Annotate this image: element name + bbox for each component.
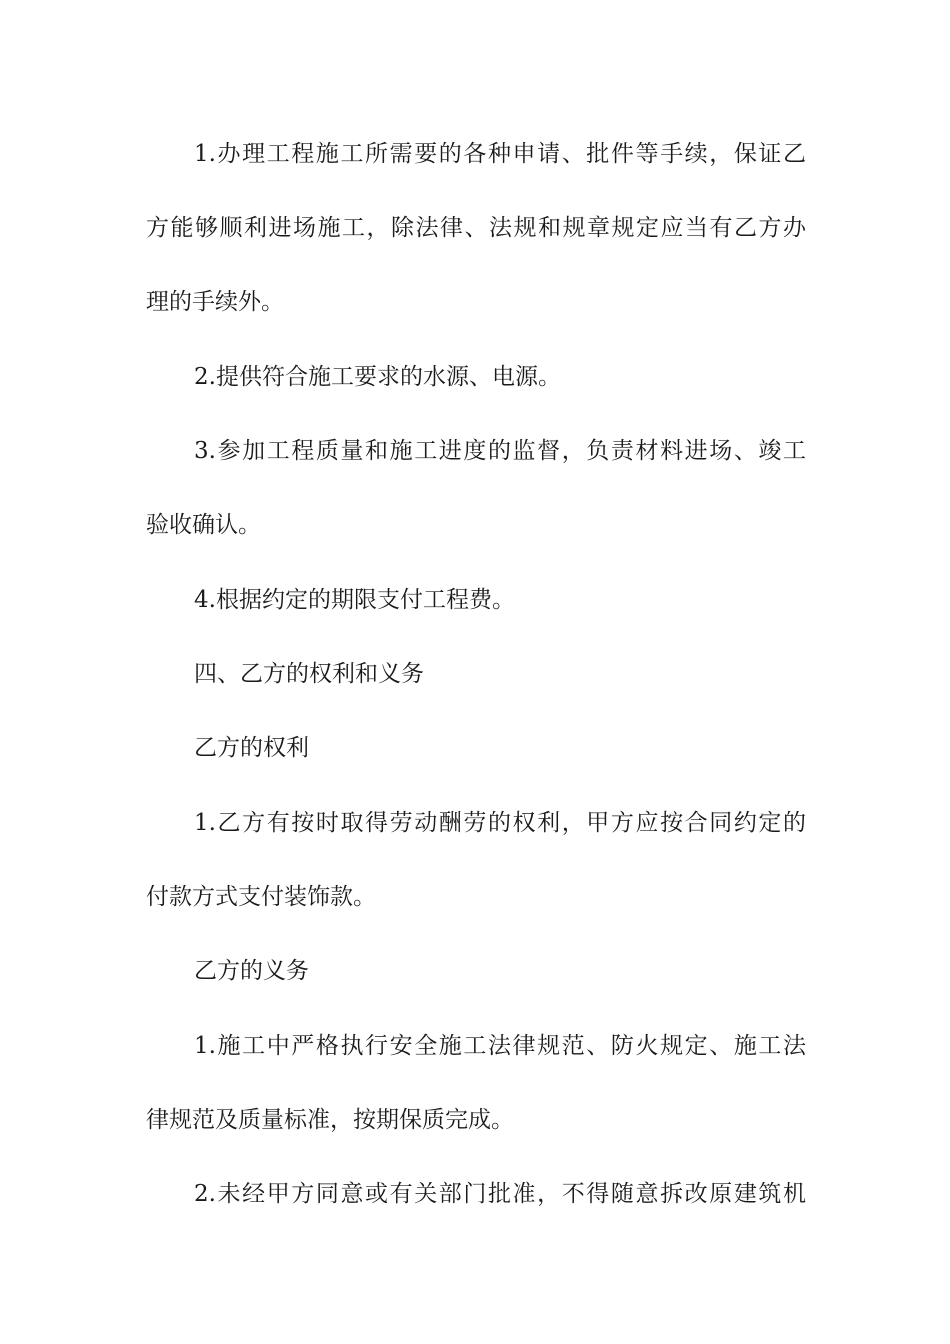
paragraph-line: 理的手续外。	[146, 289, 284, 315]
paragraph-line: 3.参加工程质量和施工进度的监督，负责材料进场、竣工	[194, 438, 806, 464]
paragraph-line: 验收确认。	[146, 512, 261, 538]
section-heading: 四、乙方的权利和义务	[194, 661, 424, 687]
paragraph-line: 1.乙方有按时取得劳动酬劳的权利，甲方应按合同约定的	[194, 810, 806, 836]
paragraph-line: 2.未经甲方同意或有关部门批准，不得随意拆改原建筑机	[194, 1181, 806, 1207]
subsection-heading: 乙方的权利	[194, 735, 309, 761]
paragraph-line: 4.根据约定的期限支付工程费。	[194, 587, 515, 613]
paragraph-line: 1.办理工程施工所需要的各种申请、批件等手续，保证乙	[194, 141, 806, 167]
paragraph-line: 1.施工中严格执行安全施工法律规范、防火规定、施工法	[194, 1033, 806, 1059]
paragraph-line: 律规范及质量标准，按期保质完成。	[146, 1107, 514, 1133]
paragraph-line: 2.提供符合施工要求的水源、电源。	[194, 364, 561, 390]
paragraph-line: 付款方式支付装饰款。	[146, 884, 376, 910]
subsection-heading: 乙方的义务	[194, 958, 309, 984]
paragraph-line: 方能够顺利进场施工，除法律、法规和规章规定应当有乙方办	[146, 215, 806, 241]
